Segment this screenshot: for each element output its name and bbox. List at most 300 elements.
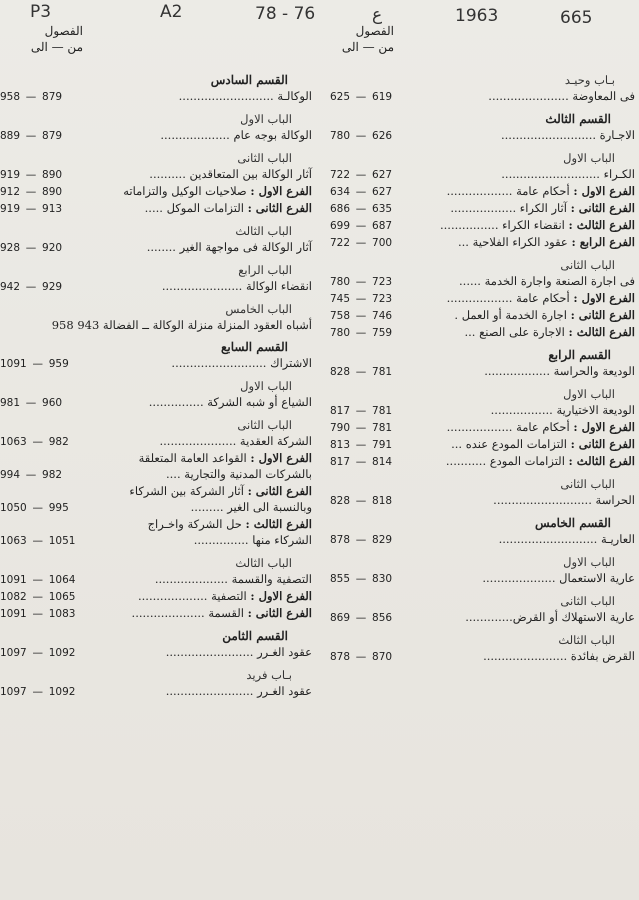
entry-text — [70, 571, 316, 587]
toc-entry: أشباه العقود المنزلة منزلة الوكالة ــ الفضالة 943 958 — [51, 318, 312, 332]
page-start: 879 — [42, 130, 63, 142]
page-end: 828 — [330, 495, 351, 507]
page-range — [330, 610, 396, 626]
page-range — [330, 325, 396, 341]
range-dash: — — [355, 220, 367, 232]
range-dash: — — [32, 358, 43, 370]
page-start: 791 — [372, 439, 393, 451]
toc-entry — [0, 127, 316, 144]
page-end: 817 — [330, 405, 351, 417]
branch-label: الفرع الثانى : — [570, 308, 635, 322]
page-start: 890 — [42, 169, 63, 181]
page-range — [0, 606, 76, 622]
toc-entry — [0, 394, 316, 411]
chapter-heading: الباب الثانى — [560, 594, 615, 608]
left-column — [0, 66, 316, 700]
entry-text — [70, 88, 316, 104]
range-dash: — — [355, 651, 367, 663]
range-dash: — — [355, 495, 367, 507]
entry-text — [396, 200, 639, 216]
page-range — [330, 532, 396, 548]
chapter-heading: الباب الاول — [240, 112, 292, 126]
page-start: 626 — [372, 130, 393, 142]
page-end: 722 — [330, 169, 351, 181]
page-start: 814 — [372, 456, 393, 468]
entry-title: الوكالـة .......................... — [178, 89, 312, 103]
page-end: 994 — [0, 469, 21, 481]
entry-text — [396, 531, 639, 547]
page-start: 830 — [372, 573, 393, 585]
page-end: 919 — [0, 203, 21, 215]
page-end: 855 — [330, 573, 351, 585]
toc-entry — [0, 433, 316, 450]
chapter-heading: الباب الثانى — [237, 418, 292, 432]
handwritten-note: 78 - 76 — [255, 4, 316, 24]
entry-title: وبالنسبة الى الغير ......... — [190, 500, 312, 514]
chapter-heading: بـاب وحيـد — [564, 73, 615, 87]
entry-text — [396, 307, 639, 323]
page-start: 870 — [372, 651, 393, 663]
page-start: 781 — [372, 422, 393, 434]
entry-text — [70, 683, 316, 699]
toc-entry — [330, 166, 639, 183]
branch-label: الفرع الاول : — [250, 589, 312, 603]
entry-title: القسمة .................... — [131, 606, 244, 620]
entry-text — [396, 324, 639, 340]
entry-title: عقود الغـرر ........................ — [165, 684, 312, 698]
page-end: 758 — [330, 310, 351, 322]
page-range — [0, 240, 70, 256]
entry-title: عقود الغـرر ........................ — [165, 645, 312, 659]
page-start: 982 — [48, 436, 69, 448]
handwritten-note: A2 — [160, 2, 183, 22]
page-end: 722 — [330, 237, 351, 249]
range-dash: — — [25, 397, 37, 409]
entry-text — [70, 433, 316, 449]
toc-entry — [0, 166, 316, 183]
range-dash: — — [355, 130, 367, 142]
page-start: 1064 — [48, 574, 76, 586]
section-heading: القسم السادس — [210, 73, 288, 87]
page-start: 635 — [372, 203, 393, 215]
entry-text — [70, 127, 316, 143]
entry-title: آثار الكراء .................. — [450, 201, 567, 215]
page-end: 928 — [0, 242, 21, 254]
section-heading: القسم الثالث — [545, 112, 611, 126]
range-dash: — — [25, 186, 37, 198]
page-end: 878 — [330, 651, 351, 663]
entry-text — [70, 466, 316, 482]
page-end: 958 — [0, 91, 21, 103]
entry-text — [70, 278, 316, 294]
page-start: 920 — [42, 242, 63, 254]
entry-text — [396, 648, 639, 664]
page-range — [0, 572, 76, 588]
entry-title: الشركة العقدية ..................... — [159, 434, 312, 448]
range-dash: — — [32, 686, 43, 698]
page-range — [0, 684, 76, 700]
entry-title: أحكام عامة .................. — [446, 184, 570, 198]
entry-text — [70, 200, 316, 216]
page-start: 687 — [372, 220, 393, 232]
branch-label: الفرع الثالث : — [245, 517, 312, 531]
range-dash: — — [32, 502, 43, 514]
page-range — [0, 395, 70, 411]
page-end: 1091 — [0, 574, 27, 586]
page-start: 723 — [372, 276, 393, 288]
page-range — [330, 649, 396, 665]
page-start: 759 — [372, 327, 393, 339]
range-dash: — — [25, 91, 37, 103]
toc-entry — [330, 648, 639, 665]
branch-label: الفرع الثانى : — [247, 201, 312, 215]
toc-entry — [0, 683, 316, 700]
toc-entry — [0, 278, 316, 295]
page-start: 781 — [372, 366, 393, 378]
entry-title: التزامات المودع عنده ... — [451, 437, 567, 451]
page-start: 818 — [372, 495, 393, 507]
page-range — [330, 571, 396, 587]
chapter-heading: الباب الثالث — [235, 224, 292, 238]
page-start: 960 — [42, 397, 63, 409]
page-end: 745 — [330, 293, 351, 305]
toc-entry — [330, 200, 639, 217]
page-end: 878 — [330, 534, 351, 546]
entry-title: عارية الاستهلاك أو القرض............. — [465, 610, 635, 624]
page-end: 1091 — [0, 358, 27, 370]
entry-title: حل الشركة واخـراج — [147, 517, 242, 531]
page-start: 627 — [372, 169, 393, 181]
entry-text — [396, 402, 639, 418]
toc-entry — [0, 571, 316, 588]
entry-text — [70, 499, 316, 515]
entry-title: التصفية ................... — [137, 589, 247, 603]
toc-entry — [330, 307, 639, 324]
range-dash: — — [25, 469, 37, 481]
entry-title: الوكالة بوجه عام ................... — [160, 128, 312, 142]
toc-entry — [330, 234, 639, 251]
page-end: 780 — [330, 327, 351, 339]
page-range — [330, 493, 396, 509]
chapter-heading: بـاب فريد — [246, 668, 292, 682]
page-range — [330, 128, 396, 144]
toc-entry — [0, 466, 316, 483]
page-end: 942 — [0, 281, 21, 293]
range-dash: — — [32, 591, 43, 603]
entry-text — [396, 570, 639, 586]
page-end: 780 — [330, 130, 351, 142]
entry-title: عارية الاستعمال .................... — [482, 571, 635, 585]
toc-entry — [0, 183, 316, 200]
page-range — [330, 308, 396, 324]
entry-title: العاريـة ........................... — [498, 532, 635, 546]
chapter-heading: الباب الخامس — [225, 302, 292, 316]
chapter-heading: الباب الثانى — [560, 258, 615, 272]
page-start: 829 — [372, 534, 393, 546]
entry-title: آثار الوكالة بين المتعاقدين .......... — [149, 167, 312, 181]
right-column — [330, 66, 639, 665]
toc-entry — [330, 217, 639, 234]
entry-title: اجارة الخدمة أو العمل . — [454, 308, 567, 322]
page-range — [330, 89, 396, 105]
page-end: 699 — [330, 220, 351, 232]
entry-text — [396, 363, 639, 379]
entry-title: الشركاء منها ............... — [193, 533, 312, 547]
entry-title: آثار الوكالة فى مواجهة الغير ........ — [146, 240, 312, 254]
toc-entry — [330, 290, 639, 307]
toc-entry — [330, 436, 639, 453]
entry-title: صلاحيات الوكيل والتزاماته — [123, 184, 247, 198]
range-dash: — — [355, 534, 367, 546]
page-range — [0, 167, 70, 183]
handwritten-note: 1963 — [455, 6, 499, 26]
page-range — [0, 500, 70, 516]
toc-entry — [330, 88, 639, 105]
page-start: 700 — [372, 237, 393, 249]
page-end: 1097 — [0, 686, 27, 698]
entry-text — [70, 239, 316, 255]
toc-entry — [330, 419, 639, 436]
entry-title: الاشتراك .......................... — [171, 356, 312, 370]
page-range — [0, 89, 70, 105]
toc-entry — [0, 239, 316, 256]
range-dash: — — [355, 310, 367, 322]
range-dash: — — [25, 281, 37, 293]
range-dash: — — [25, 242, 37, 254]
range-dash: — — [355, 573, 367, 585]
page-start: 627 — [372, 186, 393, 198]
page-range — [330, 454, 396, 470]
range-dash: — — [32, 535, 43, 547]
entry-text — [396, 217, 639, 233]
toc-entry — [0, 88, 316, 105]
entry-text — [396, 453, 639, 469]
toc-entry — [0, 200, 316, 217]
page-start: 781 — [372, 405, 393, 417]
branch-label: الفرع الاول : — [250, 451, 312, 465]
entry-title: أحكام عامة .................. — [446, 420, 570, 434]
entry-text — [396, 436, 639, 452]
page-range — [330, 420, 396, 436]
page-start: 913 — [42, 203, 63, 215]
page-end: 1063 — [0, 436, 27, 448]
branch-label: الفرع الثالث : — [568, 218, 635, 232]
range-dash: — — [355, 439, 367, 451]
section-heading: القسم الرابع — [548, 348, 611, 362]
range-dash: — — [25, 130, 37, 142]
page-range — [330, 403, 396, 419]
entry-text — [396, 290, 639, 306]
page-start: 982 — [42, 469, 63, 481]
toc-entry — [0, 588, 316, 605]
range-dash: — — [355, 203, 367, 215]
page-end: 828 — [330, 366, 351, 378]
page-start: 1065 — [48, 591, 76, 603]
toc-entry — [330, 570, 639, 587]
entry-text — [70, 355, 316, 371]
toc-entry — [330, 363, 639, 380]
range-dash: — — [355, 366, 367, 378]
entry-text — [70, 183, 316, 199]
entry-title: آثار الشركة بين الشركاء — [129, 484, 244, 498]
entry-title: الوديعة والحراسة .................. — [484, 364, 635, 378]
branch-label: الفرع الاول : — [250, 184, 312, 198]
page-end: 813 — [330, 439, 351, 451]
chapter-heading: الباب الرابع — [238, 263, 292, 277]
page-start: 995 — [48, 502, 69, 514]
entry-title: القواعد العامة المتعلقة — [138, 451, 247, 465]
section-heading: القسم الخامس — [534, 516, 611, 530]
range-dash: — — [355, 293, 367, 305]
entry-text — [396, 609, 639, 625]
branch-label: الفرع الثانى : — [247, 484, 312, 498]
page-end: 981 — [0, 397, 21, 409]
range-dash: — — [355, 405, 367, 417]
entry-title: التزامات المودع ........... — [445, 454, 565, 468]
entry-text — [70, 394, 316, 410]
handwritten-note: P3 — [30, 2, 52, 22]
range-dash: — — [25, 203, 37, 215]
page-end: 817 — [330, 456, 351, 468]
branch-label: الفرع الرابع : — [571, 235, 635, 249]
entry-text — [70, 483, 316, 499]
page-start: 879 — [42, 91, 63, 103]
chapter-heading: الباب الثالث — [558, 633, 615, 647]
handwritten-note: 665 — [560, 8, 593, 28]
range-dash: — — [32, 436, 43, 448]
entry-text — [70, 532, 316, 548]
page-end: 1063 — [0, 535, 27, 547]
chapter-heading: الباب الثالث — [235, 556, 292, 570]
entry-title: أحكام عامة .................. — [446, 291, 570, 305]
page-end: 1050 — [0, 502, 27, 514]
toc-entry — [0, 532, 316, 549]
toc-entry — [330, 609, 639, 626]
page-start: 1092 — [48, 686, 76, 698]
page-end: 1091 — [0, 608, 27, 620]
page-start: 1051 — [48, 535, 76, 547]
entry-text — [396, 419, 639, 435]
entry-text — [396, 183, 639, 199]
column-header-right: الفصول من — الى — [341, 24, 394, 54]
handwritten-note: ع — [372, 5, 383, 25]
page-range — [0, 184, 70, 200]
toc-entry — [330, 183, 639, 200]
range-dash: — — [25, 169, 37, 181]
toc-entry — [330, 324, 639, 341]
entry-text — [396, 166, 639, 182]
page-range — [330, 437, 396, 453]
toc-entry — [330, 127, 639, 144]
entry-title: انقضاء الوكالة ...................... — [161, 279, 312, 293]
branch-label: الفرع الثانى : — [570, 437, 635, 451]
entry-text — [70, 605, 316, 621]
page-end: 1082 — [0, 591, 27, 603]
page-end: 790 — [330, 422, 351, 434]
page-range — [0, 589, 76, 605]
branch-label: الفرع الاول : — [573, 184, 635, 198]
page-range — [330, 291, 396, 307]
page-start: 929 — [42, 281, 63, 293]
page-end: 780 — [330, 276, 351, 288]
page-start: 746 — [372, 310, 393, 322]
toc-entry — [330, 273, 639, 290]
range-dash: — — [355, 456, 367, 468]
branch-label: الفرع الثالث : — [568, 454, 635, 468]
page-range — [0, 645, 76, 661]
branch-label: الفرع الاول : — [573, 291, 635, 305]
toc-entry — [0, 499, 316, 516]
entry-title: عقود الكراء الفلاحية ... — [458, 235, 568, 249]
entry-text — [70, 450, 316, 466]
entry-text — [70, 644, 316, 660]
column-header-left: الفصول من — الى — [30, 24, 83, 54]
toc-entry — [0, 605, 316, 622]
toc-entry — [330, 492, 639, 509]
chapter-heading: الباب الاول — [563, 555, 615, 569]
page-range — [0, 201, 70, 217]
page-start: 723 — [372, 293, 393, 305]
entry-text — [70, 516, 316, 532]
range-dash: — — [355, 169, 367, 181]
page-end: 634 — [330, 186, 351, 198]
branch-label: الفرع الثانى : — [570, 201, 635, 215]
page-range — [330, 167, 396, 183]
page-end: 919 — [0, 169, 21, 181]
page-range — [330, 218, 396, 234]
page-end: 889 — [0, 130, 21, 142]
entry-title: التصفية والقسمة .................... — [154, 572, 312, 586]
entry-title: فى المعاوضة ...................... — [488, 89, 635, 103]
page-start: 856 — [372, 612, 393, 624]
page-range — [0, 434, 70, 450]
page-end: 869 — [330, 612, 351, 624]
chapter-heading: الباب الثانى — [237, 151, 292, 165]
page-end: 912 — [0, 186, 21, 198]
entry-title: فى اجارة الصنعة واجارة الخدمة ...... — [459, 274, 635, 288]
page-start: 959 — [48, 358, 69, 370]
page-end: 686 — [330, 203, 351, 215]
range-dash: — — [355, 276, 367, 288]
range-dash: — — [32, 647, 43, 659]
page-range — [330, 201, 396, 217]
toc-entry — [0, 450, 316, 466]
page-range — [330, 235, 396, 251]
entry-text — [396, 88, 639, 104]
entry-title: الاجـارة .......................... — [500, 128, 635, 142]
section-heading: القسم السابع — [220, 340, 288, 354]
entry-title: انقضاء الكراء ................ — [439, 218, 565, 232]
entry-text — [396, 234, 639, 250]
branch-label: الفرع الثانى : — [247, 606, 312, 620]
page-end: 1097 — [0, 647, 27, 659]
page-range — [0, 279, 70, 295]
page-range — [330, 274, 396, 290]
page-end: 625 — [330, 91, 351, 103]
entry-title: القرض بفائدة ....................... — [483, 649, 635, 663]
entry-title: الكـراء ........................... — [501, 167, 635, 181]
entry-text — [70, 588, 316, 604]
entry-text — [396, 273, 639, 289]
range-dash: — — [355, 186, 367, 198]
page-range — [0, 128, 70, 144]
toc-entry — [0, 483, 316, 499]
range-dash: — — [355, 237, 367, 249]
chapter-heading: الباب الاول — [563, 387, 615, 401]
toc-entry — [330, 402, 639, 419]
entry-text — [396, 492, 639, 508]
entry-text — [70, 166, 316, 182]
